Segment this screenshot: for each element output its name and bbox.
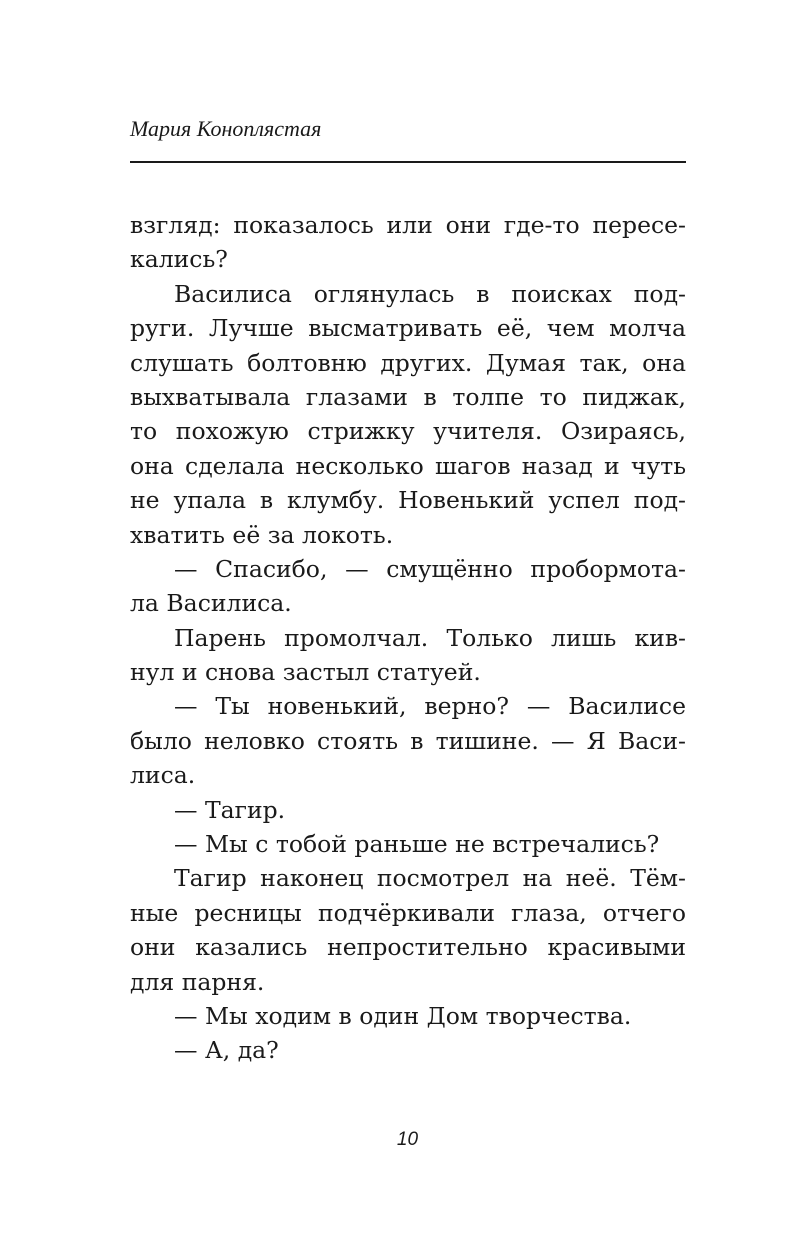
header-rule (130, 161, 686, 163)
text-line: — А, да? (174, 1036, 279, 1065)
text-line: слушать болтовню других. Думая так, она (130, 348, 686, 377)
text-line: Парень промолчал. Только лишь кив- (174, 623, 686, 652)
text-line: лиса. (130, 761, 196, 790)
text-line: Василиса оглянулась в поисках под- (174, 279, 686, 308)
text-line: нул и снова застыл статуей. (130, 658, 481, 687)
text-line: хватить её за локоть. (130, 520, 394, 549)
text-line: взгляд: показалось или они где-то пересе- (130, 211, 686, 239)
text-line: — Мы ходим в один Дом творчества. (174, 1001, 632, 1030)
text-line: выхватывала глазами в толпе то пиджак, (130, 382, 686, 411)
text-line: кались? (130, 245, 228, 274)
text-line: ла Василиса. (130, 589, 292, 618)
text-line: — Ты новенький, верно? — Василисе (174, 692, 686, 721)
text-line: Тагир наконец посмотрел на неё. Тём- (174, 864, 686, 893)
text-line: — Тагир. (174, 795, 286, 824)
text-line: было неловко стоять в тишине. — Я Васи- (130, 726, 686, 755)
page-number: 10 (396, 1129, 419, 1150)
text-line: руги. Лучше высматривать её, чем молча (130, 314, 686, 343)
text-line: ные ресницы подчёркивали глаза, отчего (130, 898, 686, 927)
text-line: для парня. (130, 967, 265, 996)
text-line: она сделала несколько шагов назад и чуть (130, 451, 686, 480)
running-header: Мария Коноплястая (130, 116, 322, 141)
text-line: то похожую стрижку учителя. Озираясь, (130, 417, 686, 446)
text-line: не упала в клумбу. Новенький успел под- (130, 486, 686, 515)
text-line: они казались непростительно красивыми (130, 933, 686, 962)
text-line: — Спасибо, — смущённо пробормота- (174, 554, 686, 583)
text-line: — Мы с тобой раньше не встречались? (174, 830, 660, 859)
body-text (130, 208, 686, 1068)
